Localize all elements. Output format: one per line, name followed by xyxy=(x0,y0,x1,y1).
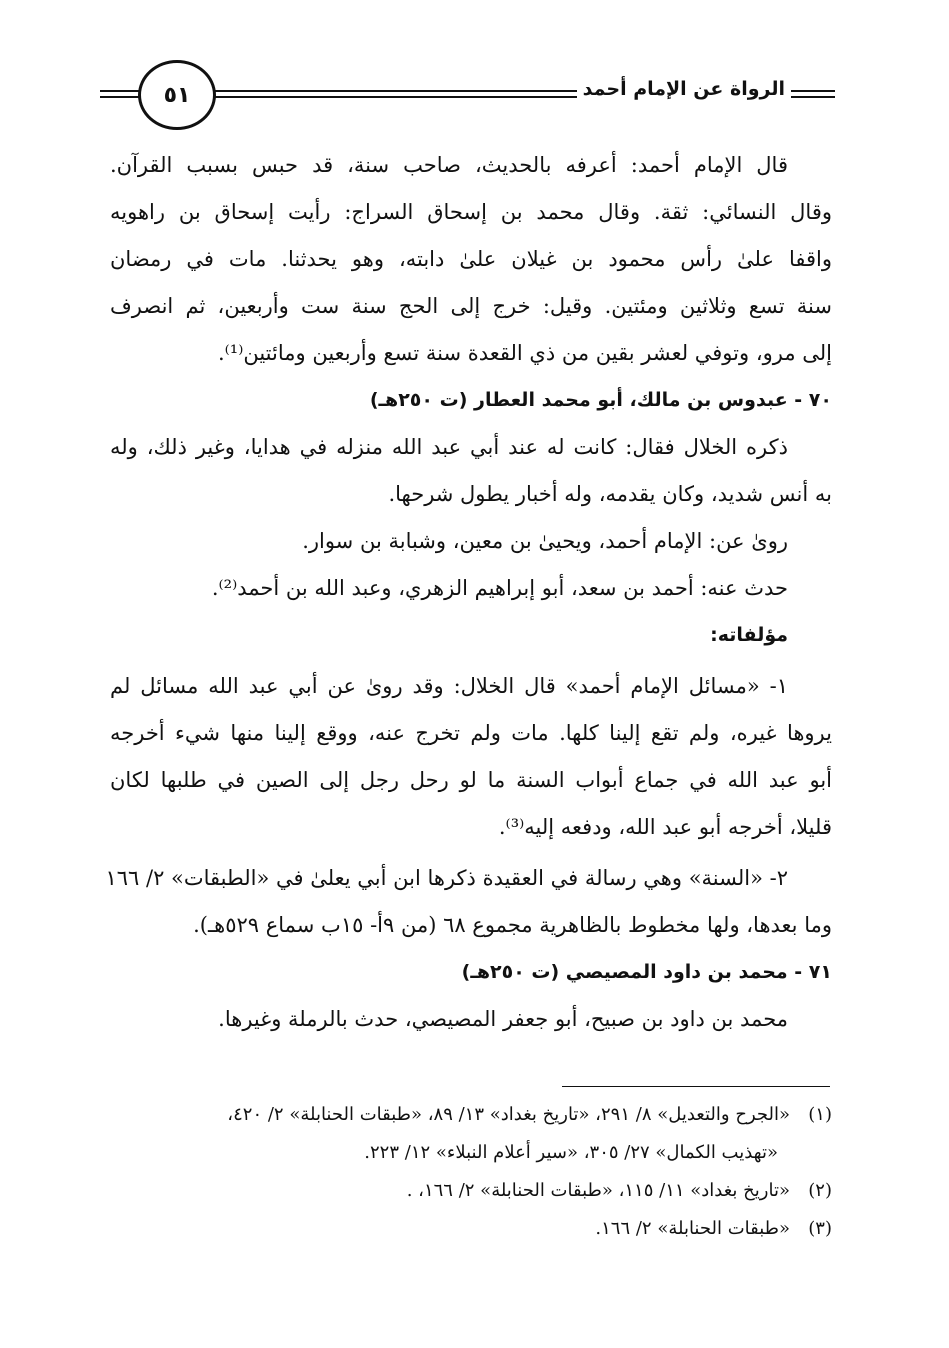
narrated-from: روىٰ عن: الإمام أحمد، ويحيىٰ بن معين، وشبابة بن سوار. xyxy=(302,529,788,553)
text-line: إلى مرو، وتوفي لعشر بقين من ذي القعدة سنة تسع وأربعين ومائتين⁽¹⁾. xyxy=(217,341,832,365)
works-heading: مؤلفاته: xyxy=(710,624,788,646)
text-line: به أنس شديد، وكان يقدمه، وله أخبار يطول شرحها. xyxy=(388,482,832,506)
header-rule-left-2 xyxy=(100,96,140,98)
text-line: ذكره الخلال فقال: كانت له عند أبي عبد الله منزله في هدايا، وغير ذلك، وله xyxy=(110,435,788,459)
text-line: وما بعدها، ولها مخطوط بالظاهرية مجموع ٦٨ (من ٩أ- ١٥ب سماع ٥٢٩هـ). xyxy=(193,913,832,937)
footnote-text: «الجرح والتعديل» ٨/ ٢٩١، «تاريخ بغداد» ١٣/ ٨٩، «طبقات الحنابلة» ٢/ ٤٢٠، xyxy=(227,1104,790,1125)
text-line: سنة تسع وثلاثين ومئتين. وقيل: خرج إلى الحج سنة ست وأربعين، ثم انصرف xyxy=(110,294,832,318)
footnote-number: (١) xyxy=(808,1104,832,1125)
footnote-number: (٣) xyxy=(808,1218,832,1239)
text-line: ١- «مسائل الإمام أحمد» قال الخلال: وقد روىٰ عن أبي عبد الله مسائل لم xyxy=(110,674,788,698)
header-rule-left xyxy=(100,90,140,92)
text-line: وقال النسائي: ثقة. وقال محمد بن إسحاق السراج: رأيت إسحاق بن راهويه xyxy=(110,200,832,224)
entry-heading-71: ٧١ - محمد بن داود المصيصي (ت ٢٥٠هـ) xyxy=(461,961,832,983)
footnote-separator xyxy=(562,1086,830,1087)
narrated-by: حدث عنه: أحمد بن سعد، أبو إبراهيم الزهري، وعبد الله بن أحمد⁽²⁾. xyxy=(211,576,788,600)
footnote-3 xyxy=(110,1210,832,1248)
text-line: قال الإمام أحمد: أعرفه بالحديث، صاحب سنة، قد حبس بسبب القرآن. xyxy=(110,153,788,177)
footnote-number: (٢) xyxy=(808,1180,832,1201)
page-number: ٥١ xyxy=(163,82,191,108)
footnote-text: «تاريخ بغداد» ١١/ ١١٥، «طبقات الحنابلة» ٢/ ١٦٦، . xyxy=(406,1180,790,1201)
text-line: قليلا، أخرجه أبو عبد الله، ودفعه إليه⁽³⁾. xyxy=(498,815,832,839)
text-line: ٢- «السنة» وهي رسالة في العقيدة ذكرها ابن أبي يعلىٰ في «الطبقات» ٢/ ١٦٦ xyxy=(105,866,788,890)
text-line: واقفا علىٰ رأس محمود بن غيلان علىٰ دابته، وهو يحدثنا. مات في رمضان xyxy=(110,247,832,271)
page-number-seal xyxy=(138,60,216,130)
running-header xyxy=(100,58,835,142)
text-line: محمد بن داود بن صبيح، أبو جعفر المصيصي، حدث بالرملة وغيرها. xyxy=(218,1007,788,1031)
running-title: الرواة عن الإمام أحمد xyxy=(577,78,791,100)
footnote-1-continued: «تهذيب الكمال» ٢٧/ ٣٠٥، «سير أعلام النبلاء» ١٢/ ٢٢٣. xyxy=(364,1142,778,1163)
footnote-2 xyxy=(110,1172,832,1210)
footnote-1 xyxy=(110,1096,832,1134)
footnote-text: «طبقات الحنابلة» ٢/ ١٦٦. xyxy=(595,1218,790,1239)
text-line: أبو عبد الله في جماع أبواب السنة ما لو رحل رجل إلى الصين في طلبها لكان xyxy=(110,768,832,792)
text-line: يروها غيره، ولم تقع إلينا كلها. مات ولم تخرج عنه، ووقع إلينا منها شيء أخرجه xyxy=(110,721,832,745)
entry-heading-70: ٧٠ - عبدوس بن مالك، أبو محمد العطار (ت ٢٥٠هـ) xyxy=(369,389,832,411)
footnotes xyxy=(110,1096,832,1248)
main-text xyxy=(105,142,832,1043)
